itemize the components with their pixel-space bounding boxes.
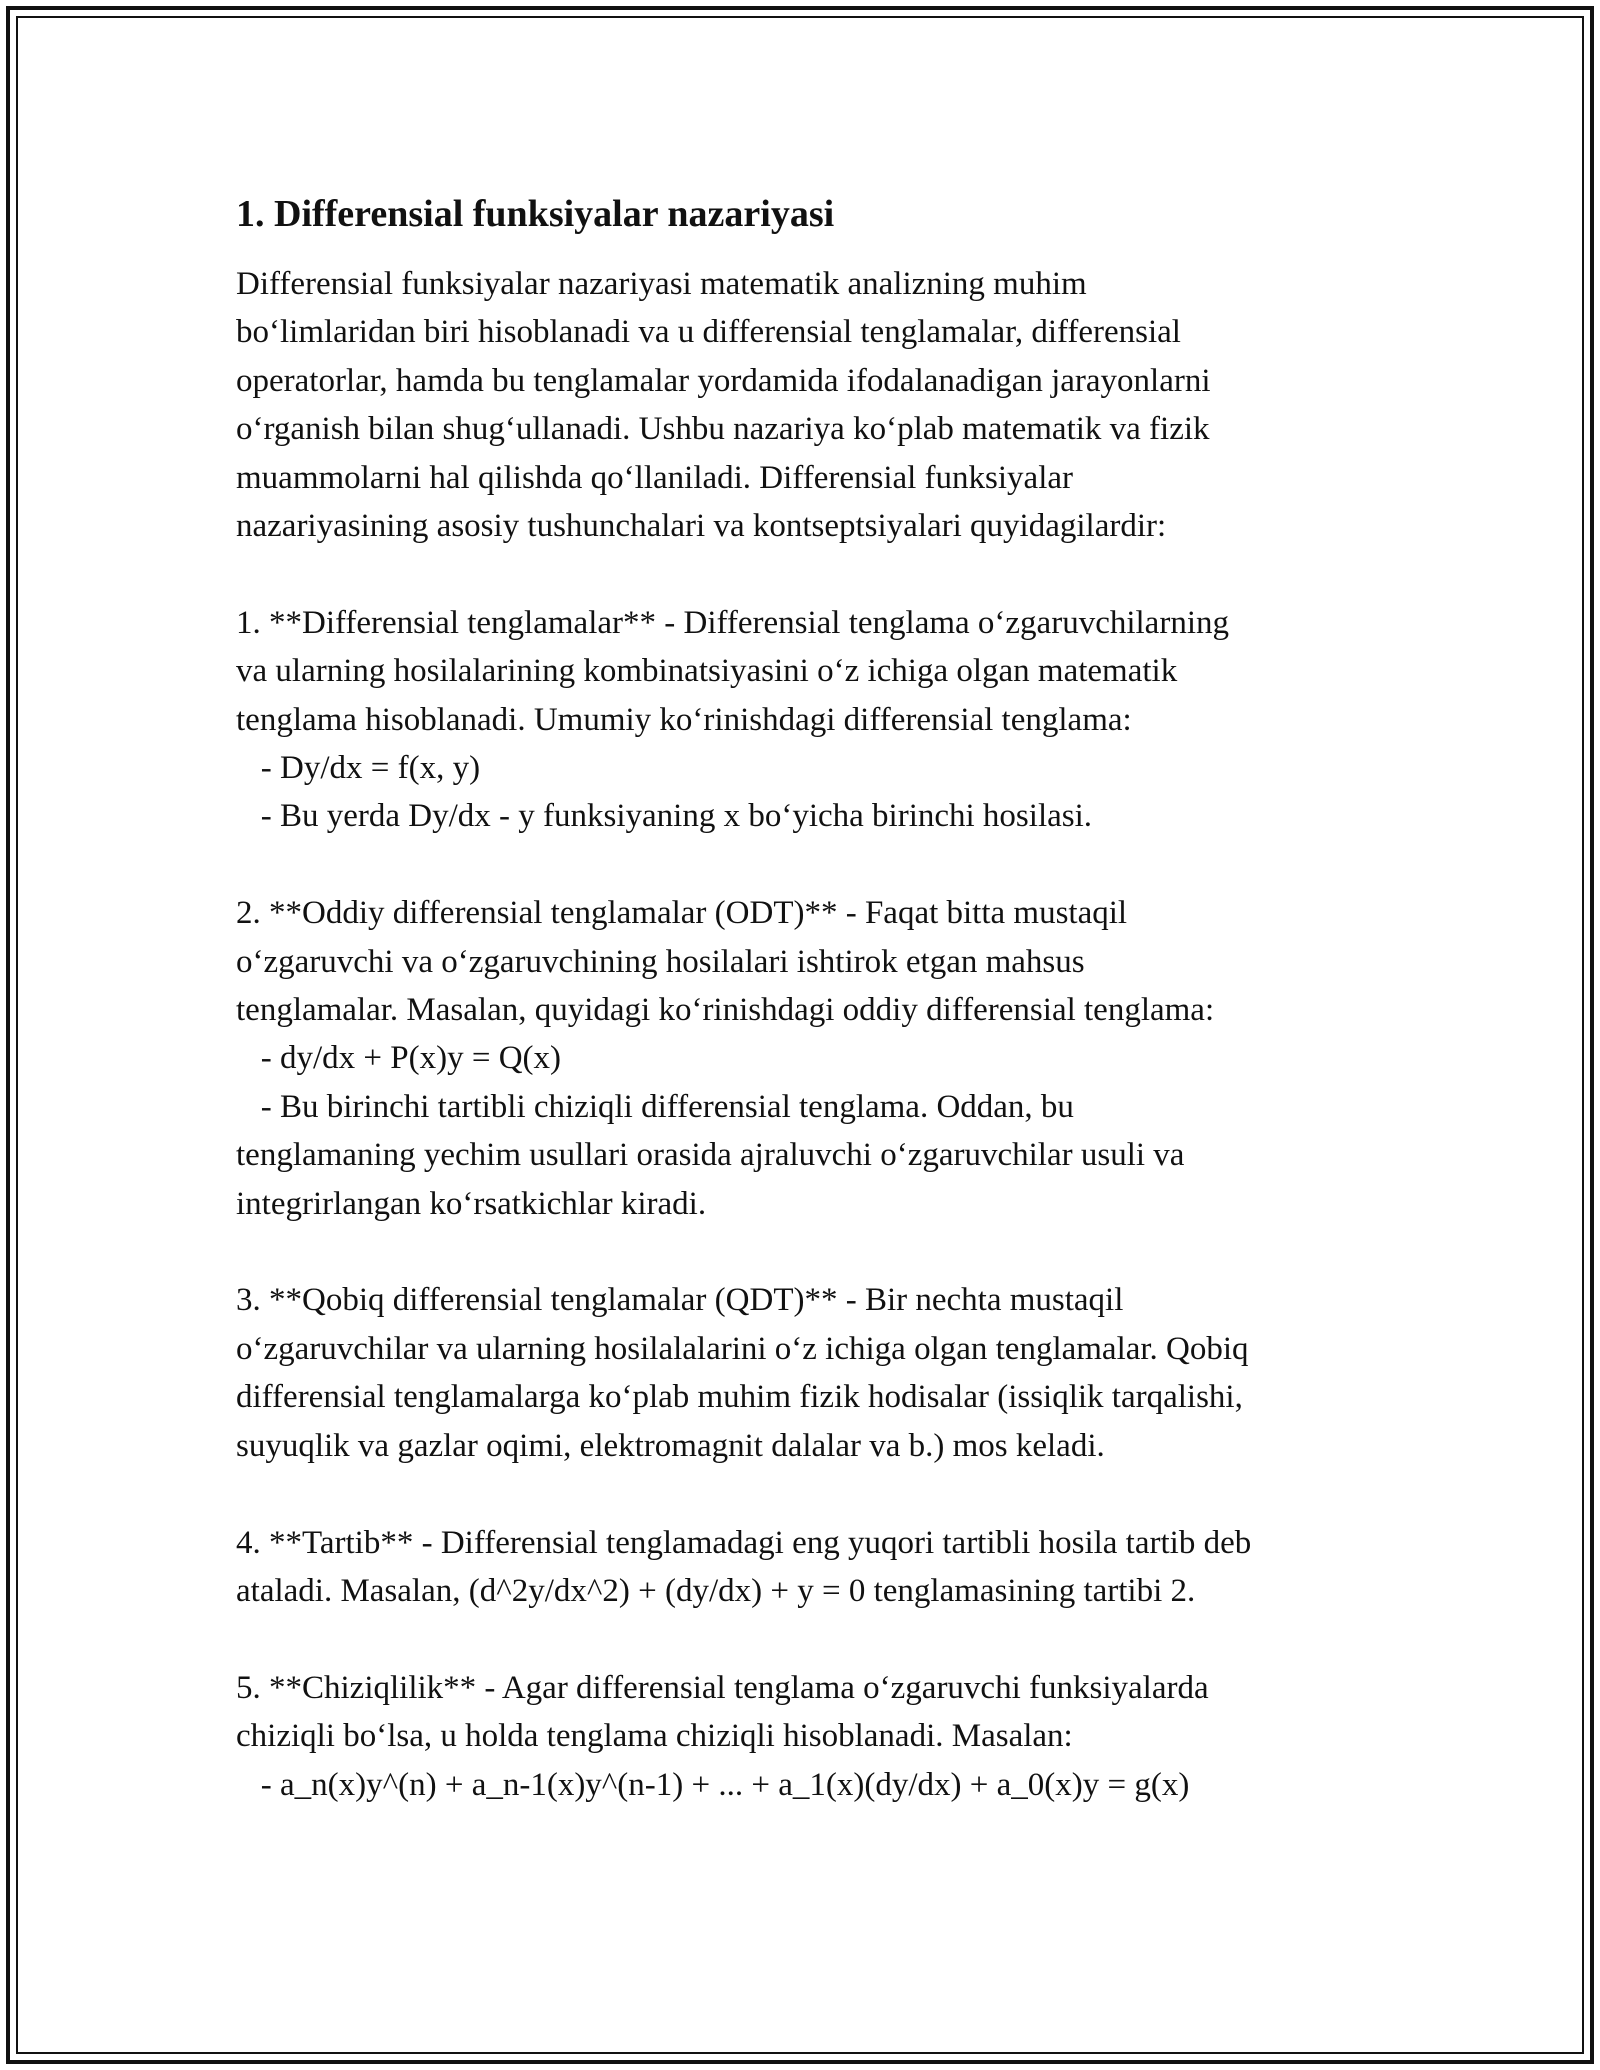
list-item-1 [236,599,1376,841]
text-line: 1. **Differensial tenglamalar** - Differensial tenglama o‘zgaruvchilarning [236,604,1229,641]
text-line: tenglamalar. Masalan, quyidagi ko‘rinishdagi oddiy differensial tenglama: [236,992,1215,1029]
list-item-5 [236,1664,1376,1809]
text-line: o‘rganish bilan shug‘ullanadi. Ushbu nazariya ko‘plab matematik va fizik [236,411,1210,448]
paragraph-gap [236,550,1376,598]
text-line: nazariyasining asosiy tushunchalari va kontseptsiyalari quyidagilardir: [236,508,1167,545]
text-line: bo‘limlaridan biri hisoblanadi va u differensial tenglamalar, differensial [236,314,1181,351]
text-line: 3. **Qobiq differensial tenglamalar (QDT)** - Bir nechta mustaqil [236,1282,1124,1319]
list-item-2 [236,889,1376,1228]
text-line: differensial tenglamalarga ko‘plab muhim fizik hodisalar (issiqlik tarqalishi, [236,1379,1243,1416]
list-item-3 [236,1276,1376,1470]
text-line: - Bu yerda Dy/dx - y funksiyaning x bo‘yicha birinchi hosilasi. [236,798,1093,835]
text-line: va ularning hosilalarining kombinatsiyasini o‘z ichiga olgan matematik [236,653,1178,690]
text-line: o‘zgaruvchi va o‘zgaruvchining hosilalari ishtirok etgan mahsus [236,943,1085,980]
text-line: chiziqli bo‘lsa, u holda tenglama chiziqli hisoblanadi. Masalan: [236,1718,1073,1755]
text-line: 4. **Tartib** - Differensial tenglamadagi eng yuqori tartibli hosila tartib deb [236,1524,1252,1561]
formula-line: - dy/dx + P(x)y = Q(x) [236,1040,562,1077]
text-line: integrirlangan ko‘rsatkichlar kiradi. [236,1185,707,1222]
document-body [236,188,1376,1809]
text-line: 2. **Oddiy differensial tenglamalar (ODT)** - Faqat bitta mustaqil [236,895,1128,932]
text-line: tenglamaning yechim usullari orasida ajraluvchi o‘zgaruvchilar usuli va [236,1137,1185,1174]
text-line: suyuqlik va gazlar oqimi, elektromagnit dalalar va b.) mos keladi. [236,1427,1105,1464]
formula-line: - a_n(x)y^(n) + a_n-1(x)y^(n-1) + ... + a_1(x)(dy/dx) + a_0(x)y = g(x) [236,1766,1190,1803]
text-line: muammolarni hal qilishda qo‘llaniladi. Differensial funksiyalar [236,459,1074,496]
text-line: ataladi. Masalan, (d^2y/dx^2) + (dy/dx) + y = 0 tenglamasining tartibi 2. [236,1572,1196,1609]
text-line: o‘zgaruvchilar va ularning hosilalalarini o‘z ichiga olgan tenglamalar. Qobiq [236,1330,1249,1367]
text-line: - Bu birinchi tartibli chiziqli differensial tenglama. Oddan, bu [236,1088,1074,1125]
formula-line: - Dy/dx = f(x, y) [236,750,481,787]
text-line: tenglama hisoblanadi. Umumiy ko‘rinishdagi differensial tenglama: [236,701,1132,738]
paragraph-gap [236,841,1376,889]
paragraph-gap [236,1228,1376,1276]
paragraph-gap [236,1615,1376,1663]
text-line: Differensial funksiyalar nazariyasi matematik analizning muhim [236,266,1087,302]
paragraph-gap [236,1470,1376,1518]
intro-paragraph [236,260,1376,550]
text-line: 5. **Chiziqlilik** - Agar differensial tenglama o‘zgaruvchi funksiyalarda [236,1669,1209,1706]
text-line: operatorlar, hamda bu tenglamalar yordamida ifodalanadigan jarayonlarni [236,362,1211,399]
list-item-4 [236,1519,1376,1616]
section-heading: 1. Differensial funksiyalar nazariyasi [236,193,835,235]
